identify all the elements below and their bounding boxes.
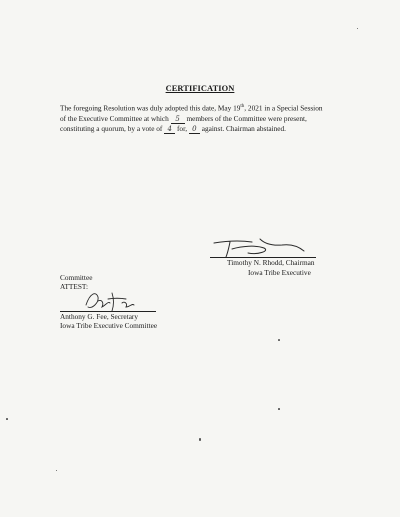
line1-text-a: The foregoing Resolution was duly adopted this date, May 19: [60, 103, 241, 113]
line2-text-a: of the Executive Committee at which: [60, 113, 169, 123]
chairman-signature: [208, 233, 308, 259]
chairman-title: Iowa Tribe Executive: [248, 267, 311, 277]
line1-text-b: , 2021 in a Special Session: [244, 103, 323, 113]
scan-speck: [357, 28, 358, 29]
members-present-handwritten: 5: [171, 116, 185, 124]
scan-speck: [6, 418, 8, 420]
ordinal-suffix: th: [240, 104, 245, 109]
certification-paragraph: [60, 102, 360, 134]
line2-text-b: members of the Committee were present,: [186, 113, 307, 123]
line3-text-a: constituting a quorum, by a vote of: [60, 123, 163, 133]
scan-speck: [56, 470, 57, 471]
line3-text-b: for,: [177, 123, 188, 133]
certification-line-1: [60, 102, 360, 114]
attest-label: ATTEST:: [60, 282, 89, 292]
secretary-block: [60, 312, 157, 331]
scan-speck: [278, 339, 280, 341]
certification-title: CERTIFICATION: [165, 84, 235, 93]
secretary-signature: [82, 289, 142, 313]
chairman-name: Timothy N. Rhodd, Chairman: [227, 258, 315, 267]
scan-speck: [199, 438, 201, 441]
votes-for-handwritten: 4: [164, 126, 175, 134]
votes-against-handwritten: 0: [189, 126, 200, 134]
certification-line-3: [60, 124, 360, 134]
committee-word: Committee: [60, 273, 93, 282]
secretary-title: Iowa Tribe Executive Committee: [60, 321, 158, 331]
scan-speck: [278, 408, 280, 410]
line3-text-c: against. Chairman abstained.: [201, 123, 286, 133]
secretary-name: Anthony G. Fee, Secretary: [60, 312, 139, 321]
certification-line-2: [60, 114, 360, 124]
